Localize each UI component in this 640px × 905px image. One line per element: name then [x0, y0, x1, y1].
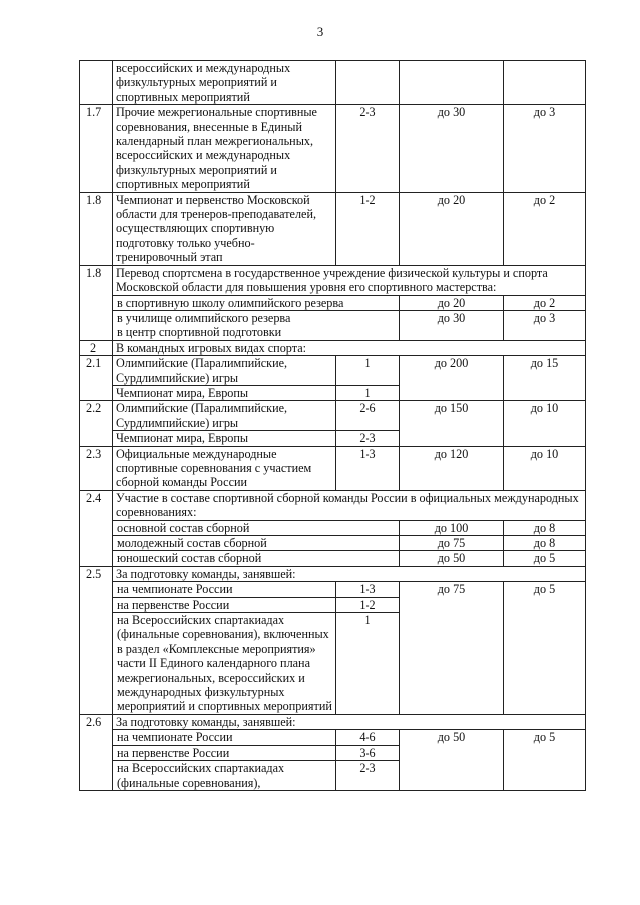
table-row [80, 566, 586, 581]
table-subrow [80, 730, 586, 745]
place-cell: 1 [336, 385, 400, 400]
hours-cell: до 3 [504, 310, 586, 340]
hours-cell: до 5 [504, 551, 586, 566]
criterion-name: молодежный состав сборной [113, 536, 400, 551]
section-title: За подготовку команды, занявшей: [113, 714, 586, 729]
section-title: За подготовку команды, занявшей: [113, 566, 586, 581]
percent-cell: до 120 [400, 446, 504, 490]
section-title: В командных игровых видах спорта: [113, 340, 586, 355]
section-title: Участие в составе спортивной сборной команды России в официальных международных соревнованиях: [113, 490, 586, 520]
criterion-name: основной состав сборной [113, 520, 400, 535]
hours-cell: до 5 [504, 582, 586, 715]
hours-cell: до 8 [504, 520, 586, 535]
criterion-name: на чемпионате России [113, 730, 336, 745]
hours-cell: до 15 [504, 356, 586, 401]
place-cell: 1-3 [336, 446, 400, 490]
place-cell: 3-6 [336, 745, 400, 760]
criterion-name: Чемпионат и первенство Московской области для тренеров-преподавателей, осуществляющих спортивную подготовку только учебно-тренировочный этап [113, 192, 336, 265]
criterion-name: Олимпийские (Паралимпийские, Сурдлимпийские) игры [113, 356, 336, 386]
criterion-name: Прочие межрегиональные спортивные соревнования, внесенные в Единый календарный план межрегиональных, всероссийских и международных физкультурных мероприятий и спортивных мероприятий [113, 105, 336, 192]
table-row [80, 265, 586, 295]
table-row [80, 446, 586, 490]
table-subrow [80, 551, 586, 566]
table-row [80, 356, 586, 386]
place-cell: 4-6 [336, 730, 400, 745]
criterion-name: в спортивную школу олимпийского резерва [113, 295, 400, 310]
hours-cell: до 10 [504, 446, 586, 490]
percent-cell: до 100 [400, 520, 504, 535]
place-cell: 1 [336, 356, 400, 386]
percent-cell: до 75 [400, 582, 504, 715]
place-cell: 1-2 [336, 597, 400, 612]
table-row [80, 340, 586, 355]
criterion-name: на Всероссийских спартакиадах (финальные соревнования), включенных в раздел «Комплексные мероприятия» части II Единого календарного плана межрегиональных, всероссийских и международных физкультурных мероприятий и спортивных мероприятий [113, 613, 336, 715]
criterion-name: на первенстве России [113, 597, 336, 612]
criterion-name: Официальные международные спортивные соревнования с участием сборной команды России [113, 446, 336, 490]
hours-cell: до 10 [504, 401, 586, 446]
percent-cell: до 150 [400, 401, 504, 446]
table-subrow [80, 310, 586, 325]
row-number: 2.6 [80, 714, 113, 790]
table-subrow [80, 295, 586, 310]
row-number: 2.1 [80, 356, 113, 401]
percent-cell: до 20 [400, 192, 504, 265]
criterion-name: на чемпионате России [113, 582, 336, 597]
row-number: 2.2 [80, 401, 113, 446]
place-cell: 2-3 [336, 761, 400, 791]
criterion-name: Олимпийские (Паралимпийские, Сурдлимпийские) игры [113, 401, 336, 431]
place-cell: 2-6 [336, 401, 400, 431]
hours-cell: до 5 [504, 730, 586, 791]
table-row [80, 105, 586, 192]
hours-cell: до 2 [504, 192, 586, 265]
criterion-name: в центр спортивной подготовки [113, 325, 400, 340]
table-row [80, 490, 586, 520]
row-number: 1.7 [80, 105, 113, 192]
table-row [80, 192, 586, 265]
place-cell: 1-2 [336, 192, 400, 265]
row-number: 2.3 [80, 446, 113, 490]
row-number: 1.8 [80, 265, 113, 340]
row-number: 1.8 [80, 192, 113, 265]
row-number: 2 [80, 340, 113, 355]
place-cell: 1-3 [336, 582, 400, 597]
criterion-name: Чемпионат мира, Европы [113, 431, 336, 446]
section-title: Перевод спортсмена в государственное учреждение физической культуры и спорта Московской области для повышения уровня его спортивного мастерства: [113, 265, 586, 295]
table-row [80, 61, 586, 105]
criterion-name: в училище олимпийского резерва [113, 310, 400, 325]
table-row [80, 714, 586, 729]
criterion-name: юношеский состав сборной [113, 551, 400, 566]
place-cell: 2-3 [336, 431, 400, 446]
criterion-name: на Всероссийских спартакиадах (финальные соревнования), [113, 761, 336, 791]
criterion-name: Чемпионат мира, Европы [113, 385, 336, 400]
page-number: 3 [316, 24, 324, 39]
place-cell: 2-3 [336, 105, 400, 192]
table-subrow [80, 536, 586, 551]
percent-cell: до 50 [400, 551, 504, 566]
percent-cell: до 30 [400, 105, 504, 192]
table-row [80, 401, 586, 431]
hours-cell: до 2 [504, 295, 586, 310]
hours-cell: до 3 [504, 105, 586, 192]
award-criteria-table [79, 60, 586, 791]
row-number: 2.5 [80, 566, 113, 714]
hours-cell: до 8 [504, 536, 586, 551]
table-subrow [80, 520, 586, 535]
percent-cell: до 30 [400, 310, 504, 340]
criterion-name: на первенстве России [113, 745, 336, 760]
row-number: 2.4 [80, 490, 113, 566]
table-subrow [80, 582, 586, 597]
place-cell: 1 [336, 613, 400, 715]
criterion-name: всероссийских и международных физкультурных мероприятий и спортивных мероприятий [113, 61, 336, 105]
percent-cell: до 20 [400, 295, 504, 310]
percent-cell: до 75 [400, 536, 504, 551]
percent-cell: до 200 [400, 356, 504, 401]
percent-cell: до 50 [400, 730, 504, 791]
